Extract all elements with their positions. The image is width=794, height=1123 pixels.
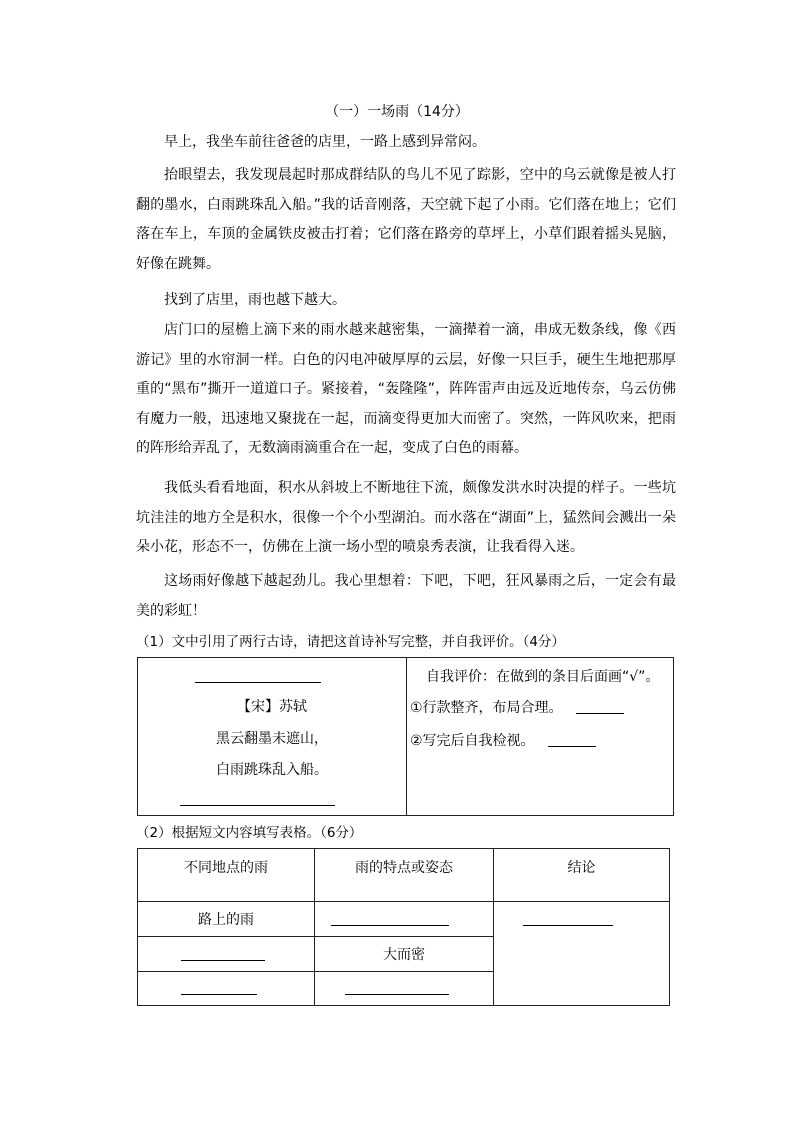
cell-location-1: 路上的雨 xyxy=(198,912,254,928)
evaluation-check-2[interactable] xyxy=(548,746,596,747)
paragraph-6: 这场雨好像越下越起劲儿。我心里想着：下吧，下吧，狂风暴雨之后，一定会有最美的彩虹！ xyxy=(136,573,676,619)
evaluation-check-1[interactable] xyxy=(576,713,624,714)
self-evaluation-title: 自我评价：在做到的条目后面画“√”。 xyxy=(426,669,660,685)
paragraph-5: 我低头看看地面，积水从斜坡上不断地往下流，颇像发洪水时决提的样子。一些坑坑洼洼的地方全是积水，很像一个个小型湖泊。而水落在“湖面”上，猛然间会溅出一朵朵小花，形态不一，仿佛在上演一场小型的喷泉秀表演，让我看得入迷。 xyxy=(136,480,676,555)
blank-location-3[interactable] xyxy=(181,994,257,995)
blank-location-2[interactable] xyxy=(181,960,265,961)
paragraph-3: 找到了店里，雨也越下越大。 xyxy=(164,292,346,308)
question-1-prompt: （1）文中引用了两行古诗，请把这首诗补写完整，并自我评价。（4分） xyxy=(136,634,565,650)
poem-line-1: 黑云翻墨未遮山， xyxy=(216,731,328,747)
table-divider xyxy=(138,901,669,902)
poem-line-2: 白雨跳珠乱入船。 xyxy=(216,762,328,778)
cell-feature-2: 大而密 xyxy=(383,947,425,963)
header-conclusion: 结论 xyxy=(567,860,596,876)
section-title: （一）一场雨（14分） xyxy=(325,104,469,120)
question-2-prompt: （2）根据短文内容填写表格。（6分） xyxy=(136,825,363,841)
evaluation-item-2: ②写完后自我检视。 xyxy=(410,733,535,749)
poem-panel xyxy=(138,658,406,815)
header-location: 不同地点的雨 xyxy=(184,860,268,876)
poem-box xyxy=(137,657,674,816)
poem-answer-blank[interactable] xyxy=(180,805,335,806)
evaluation-item-1: ①行款整齐，布局合理。 xyxy=(410,700,563,716)
poem-title-blank[interactable] xyxy=(195,682,321,683)
paragraph-1: 早上，我坐车前往爸爸的店里，一路上感到异常闷。 xyxy=(164,134,486,150)
table-divider xyxy=(138,971,493,972)
table-divider xyxy=(138,936,493,937)
blank-feature-3[interactable] xyxy=(345,994,449,995)
paragraph-2: 抬眼望去，我发现晨起时那成群结队的鸟儿不见了踪影，空中的乌云就像是被人打翻的墨水，白雨跳珠乱入船。”我的话音刚落，天空就下起了小雨。它们落在地上；它们落在车上，车顶的金属铁皮被击打着；它们落在路旁的草坪上，小草们跟着摇头晃脑，好像在跳舞。 xyxy=(136,167,676,272)
self-evaluation-panel xyxy=(407,658,673,815)
poem-author: 【宋】苏轼 xyxy=(237,699,307,715)
paragraph-4: 店门口的屋檐上滴下来的雨水越来越密集，一滴撵着一滴，串成无数条线，像《西游记》里的水帘洞一样。白色的闪电冲破厚厚的云层，好像一只巨手，硬生生地把那厚重的“黑布”撕开一道道口子。紧接着，“轰隆隆”，阵阵雷声由远及近地传奈，乌云仿佛有魔力一般，迅速地又聚拢在一起，而滴变得更加大而密了。突然，一阵风吹来，把雨的阵形给弄乱了，无数滴雨滴重合在一起，变成了白色的雨幕。 xyxy=(136,322,676,456)
blank-feature-1[interactable] xyxy=(331,925,449,926)
rain-table xyxy=(137,848,670,1006)
header-feature: 雨的特点或姿态 xyxy=(355,860,453,876)
blank-conclusion[interactable] xyxy=(523,925,613,926)
